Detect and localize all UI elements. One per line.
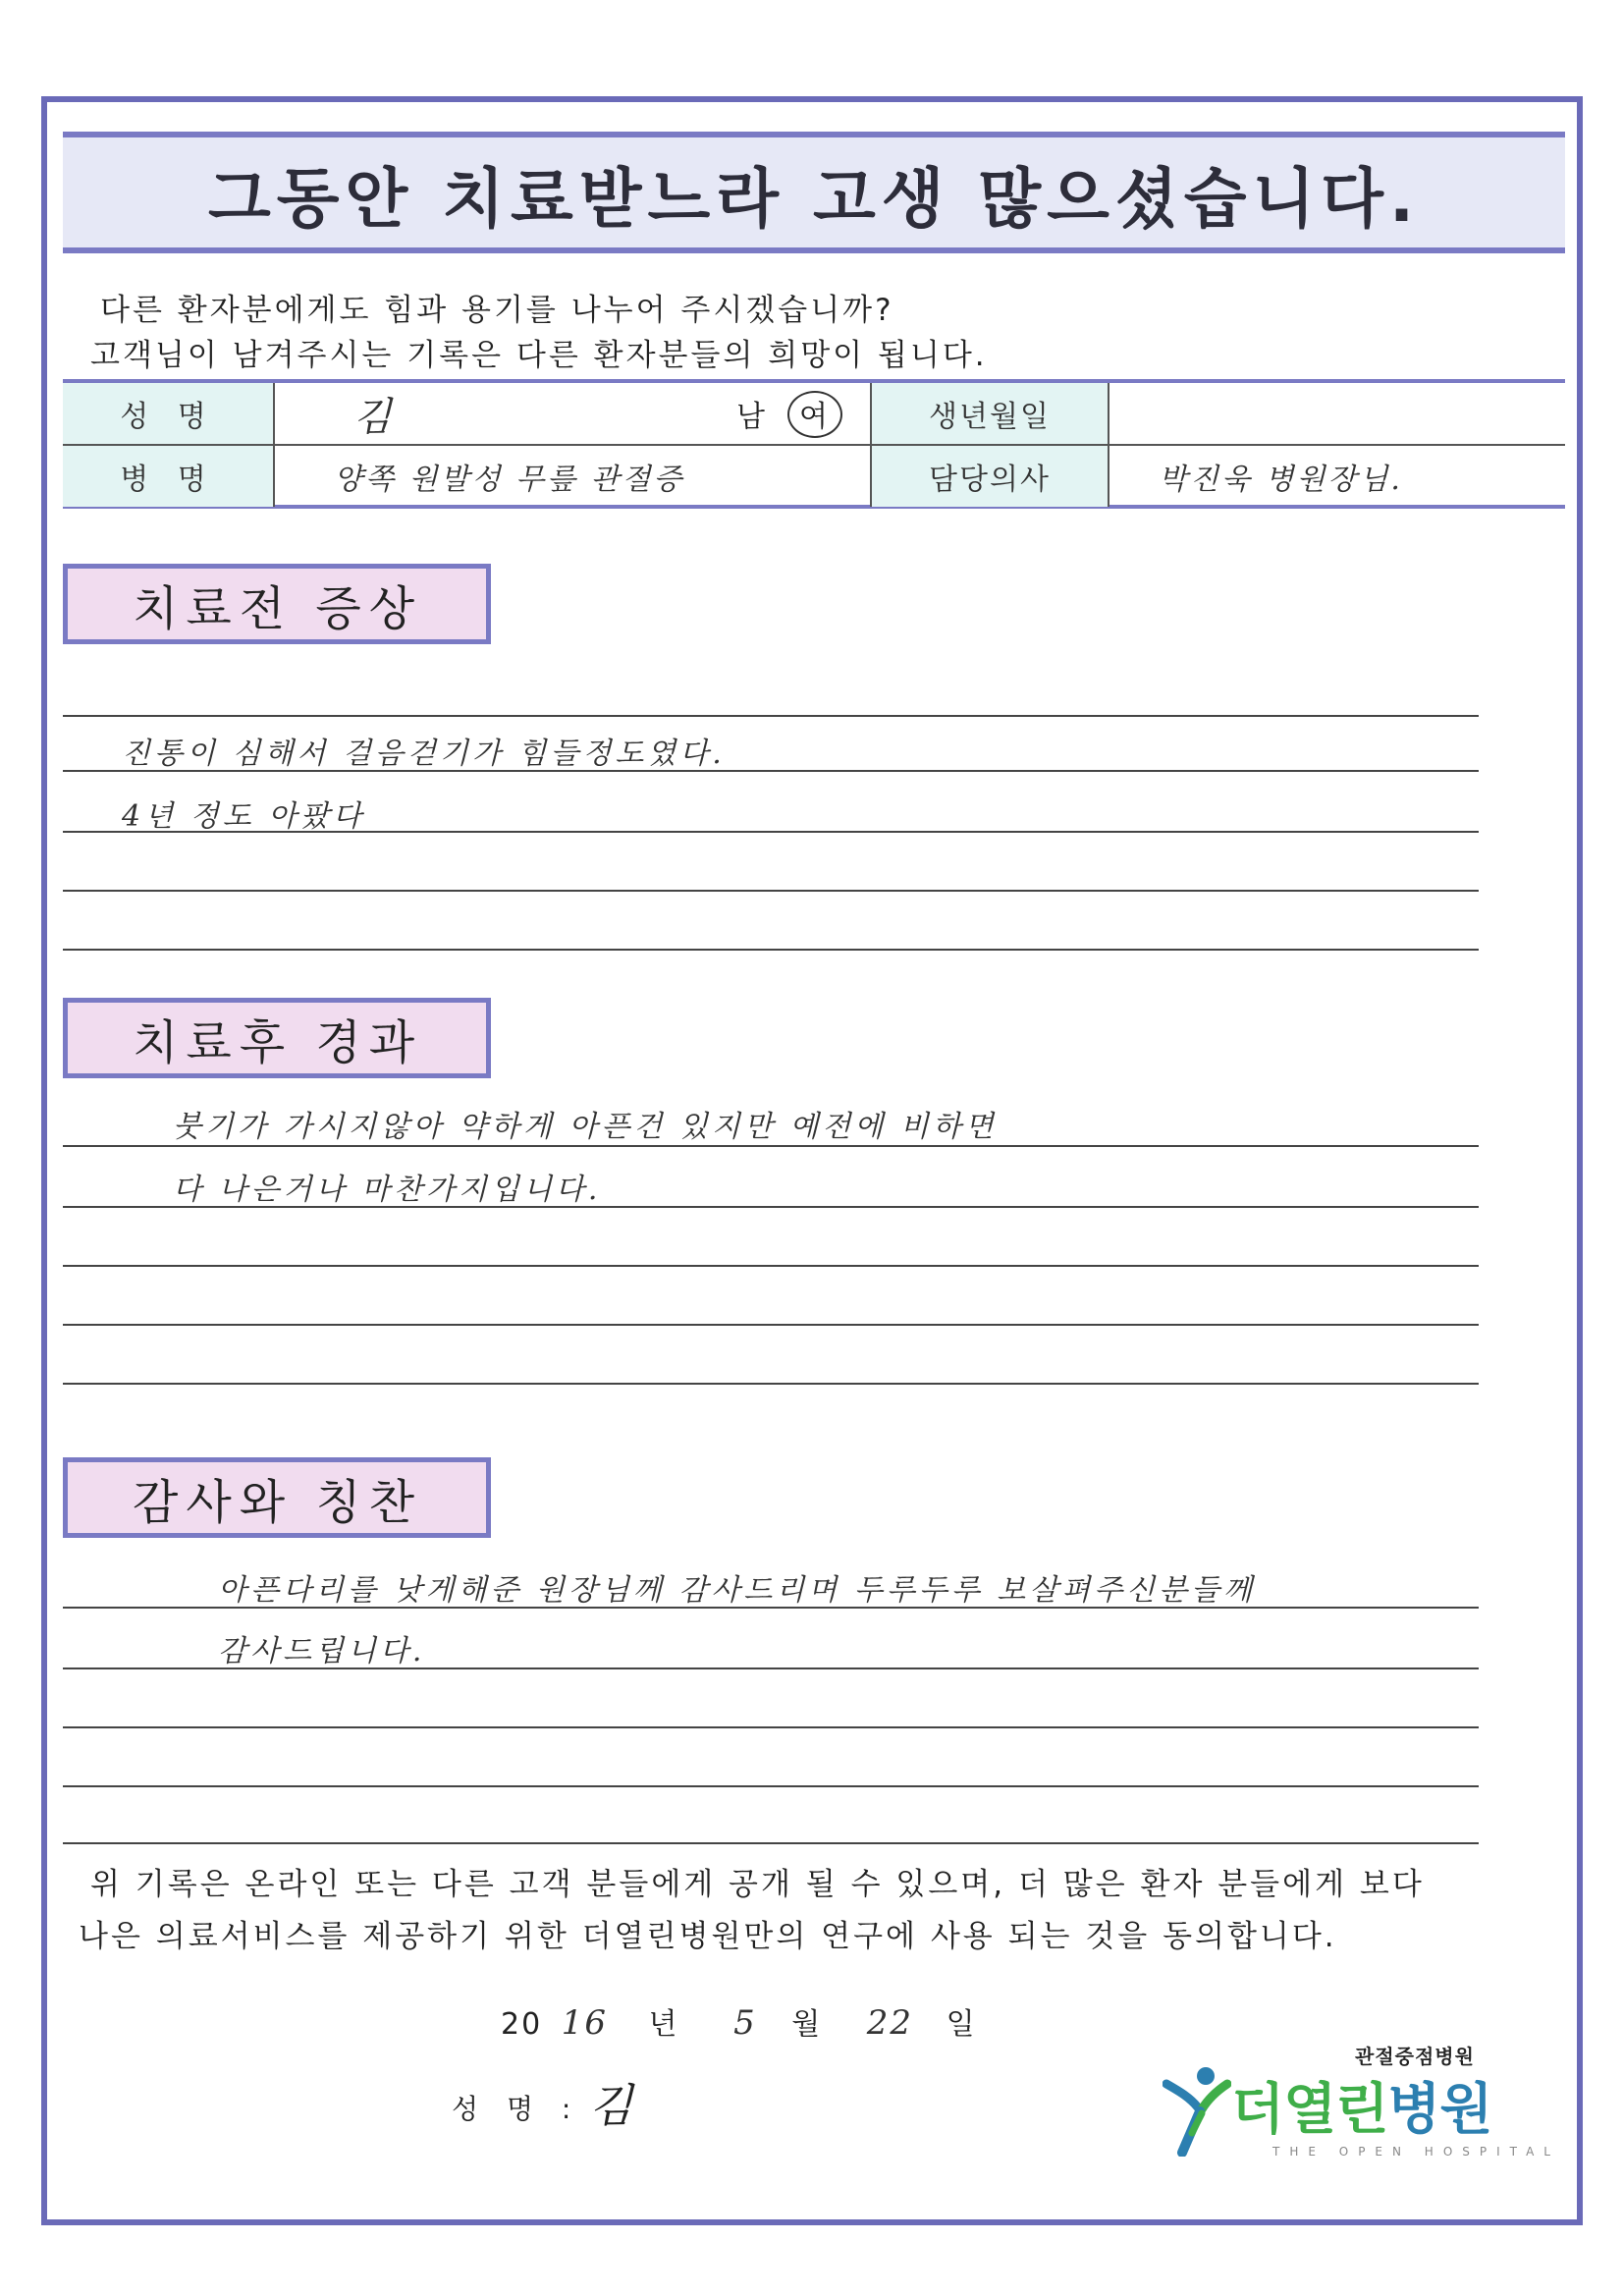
info-row-2 [63,446,1565,507]
section-thanks-title: 감사와 칭찬 [63,1457,491,1538]
doctor-cell[interactable] [1109,446,1565,507]
name-label: 성 명 [63,383,275,444]
logo-subtitle: 관절중점병원 [1355,2045,1475,2068]
date-month[interactable]: 5 [733,2003,757,2043]
gender-male[interactable]: 남 [736,400,765,434]
ruled-line [63,1785,1479,1787]
thanks-text-line-1: 아픈다리를 낫게해준 원장님께 감사드리며 두루두루 보살펴주신분들께 [218,1573,1257,1608]
logo-name [1231,2066,1492,2145]
ruled-line [63,1265,1479,1267]
date-year-unit: 년 [648,2007,679,2042]
ruled-line [63,1324,1479,1326]
hospital-logo-icon [1163,2062,1231,2157]
section-after-title: 치료후 경과 [63,998,491,1078]
ruled-line [63,949,1479,951]
ruled-line [63,1842,1479,1844]
after-text-line-1: 붓기가 가시지않아 약하게 아픈건 있지만 예전에 비하면 [173,1110,998,1144]
disease-value: 양쪽 원발성 무릎 관절증 [334,463,685,497]
date-day[interactable]: 22 [866,2003,914,2043]
before-text-line-2: 4년 정도 아팠다 [122,799,366,834]
date-year-prefix: 20 [501,2007,543,2042]
consent-line-2: 나은 의료서비스를 제공하기 위한 더열린병원만의 연구에 사용 되는 것을 동의합니다. [79,1919,1337,1954]
ruled-line [63,1383,1479,1385]
date-day-unit: 일 [946,2007,977,2042]
date-line [501,1999,977,2043]
logo-name-part2: 병원 [1387,2078,1492,2142]
patient-info-table [63,379,1565,509]
info-row-1 [63,383,1565,446]
name-value: 김 [353,394,392,440]
doctor-value: 박진욱 병원장님. [1159,463,1403,497]
intro-line-2: 고객님이 남겨주시는 기록은 다른 환자분들의 희망이 됩니다. [90,338,988,373]
ruled-line [63,890,1479,892]
intro-line-1: 다른 환자분에게도 힘과 용기를 나누어 주시겠습니까? [100,293,894,328]
signature-label: 성 명 : [452,2093,581,2125]
birth-value[interactable] [1109,383,1565,444]
birth-label: 생년월일 [872,383,1109,444]
name-cell[interactable] [275,383,872,444]
ruled-line [63,715,1479,717]
date-month-unit: 월 [791,2007,823,2042]
after-text-line-2: 다 나은거나 마찬가지입니다. [173,1173,602,1207]
logo-english: THE OPEN HOSPITAL [1272,2145,1560,2159]
ruled-line [63,1145,1479,1147]
page-title: 그동안 치료받느라 고생 많으셨습니다. [207,160,1421,237]
logo-name-part1: 더열린 [1231,2078,1388,2142]
doctor-label: 담당의사 [872,446,1109,507]
signature-value[interactable]: 김 [589,2079,633,2132]
gender-female[interactable]: 여 [799,400,828,434]
thanks-text-line-2: 감사드립니다. [218,1634,426,1668]
disease-cell[interactable] [275,446,872,507]
ruled-line [63,1726,1479,1728]
date-year-suffix[interactable]: 16 [561,2003,608,2043]
header-band [63,132,1565,253]
section-before-title: 치료전 증상 [63,564,491,644]
consent-line-1: 위 기록은 온라인 또는 다른 고객 분들에게 공개 될 수 있으며, 더 많은 환자 분들에게 보다 [90,1867,1425,1902]
before-text-line-1: 진통이 심해서 걸음걷기가 힘들정도였다. [122,737,726,771]
disease-label: 병 명 [63,446,275,507]
